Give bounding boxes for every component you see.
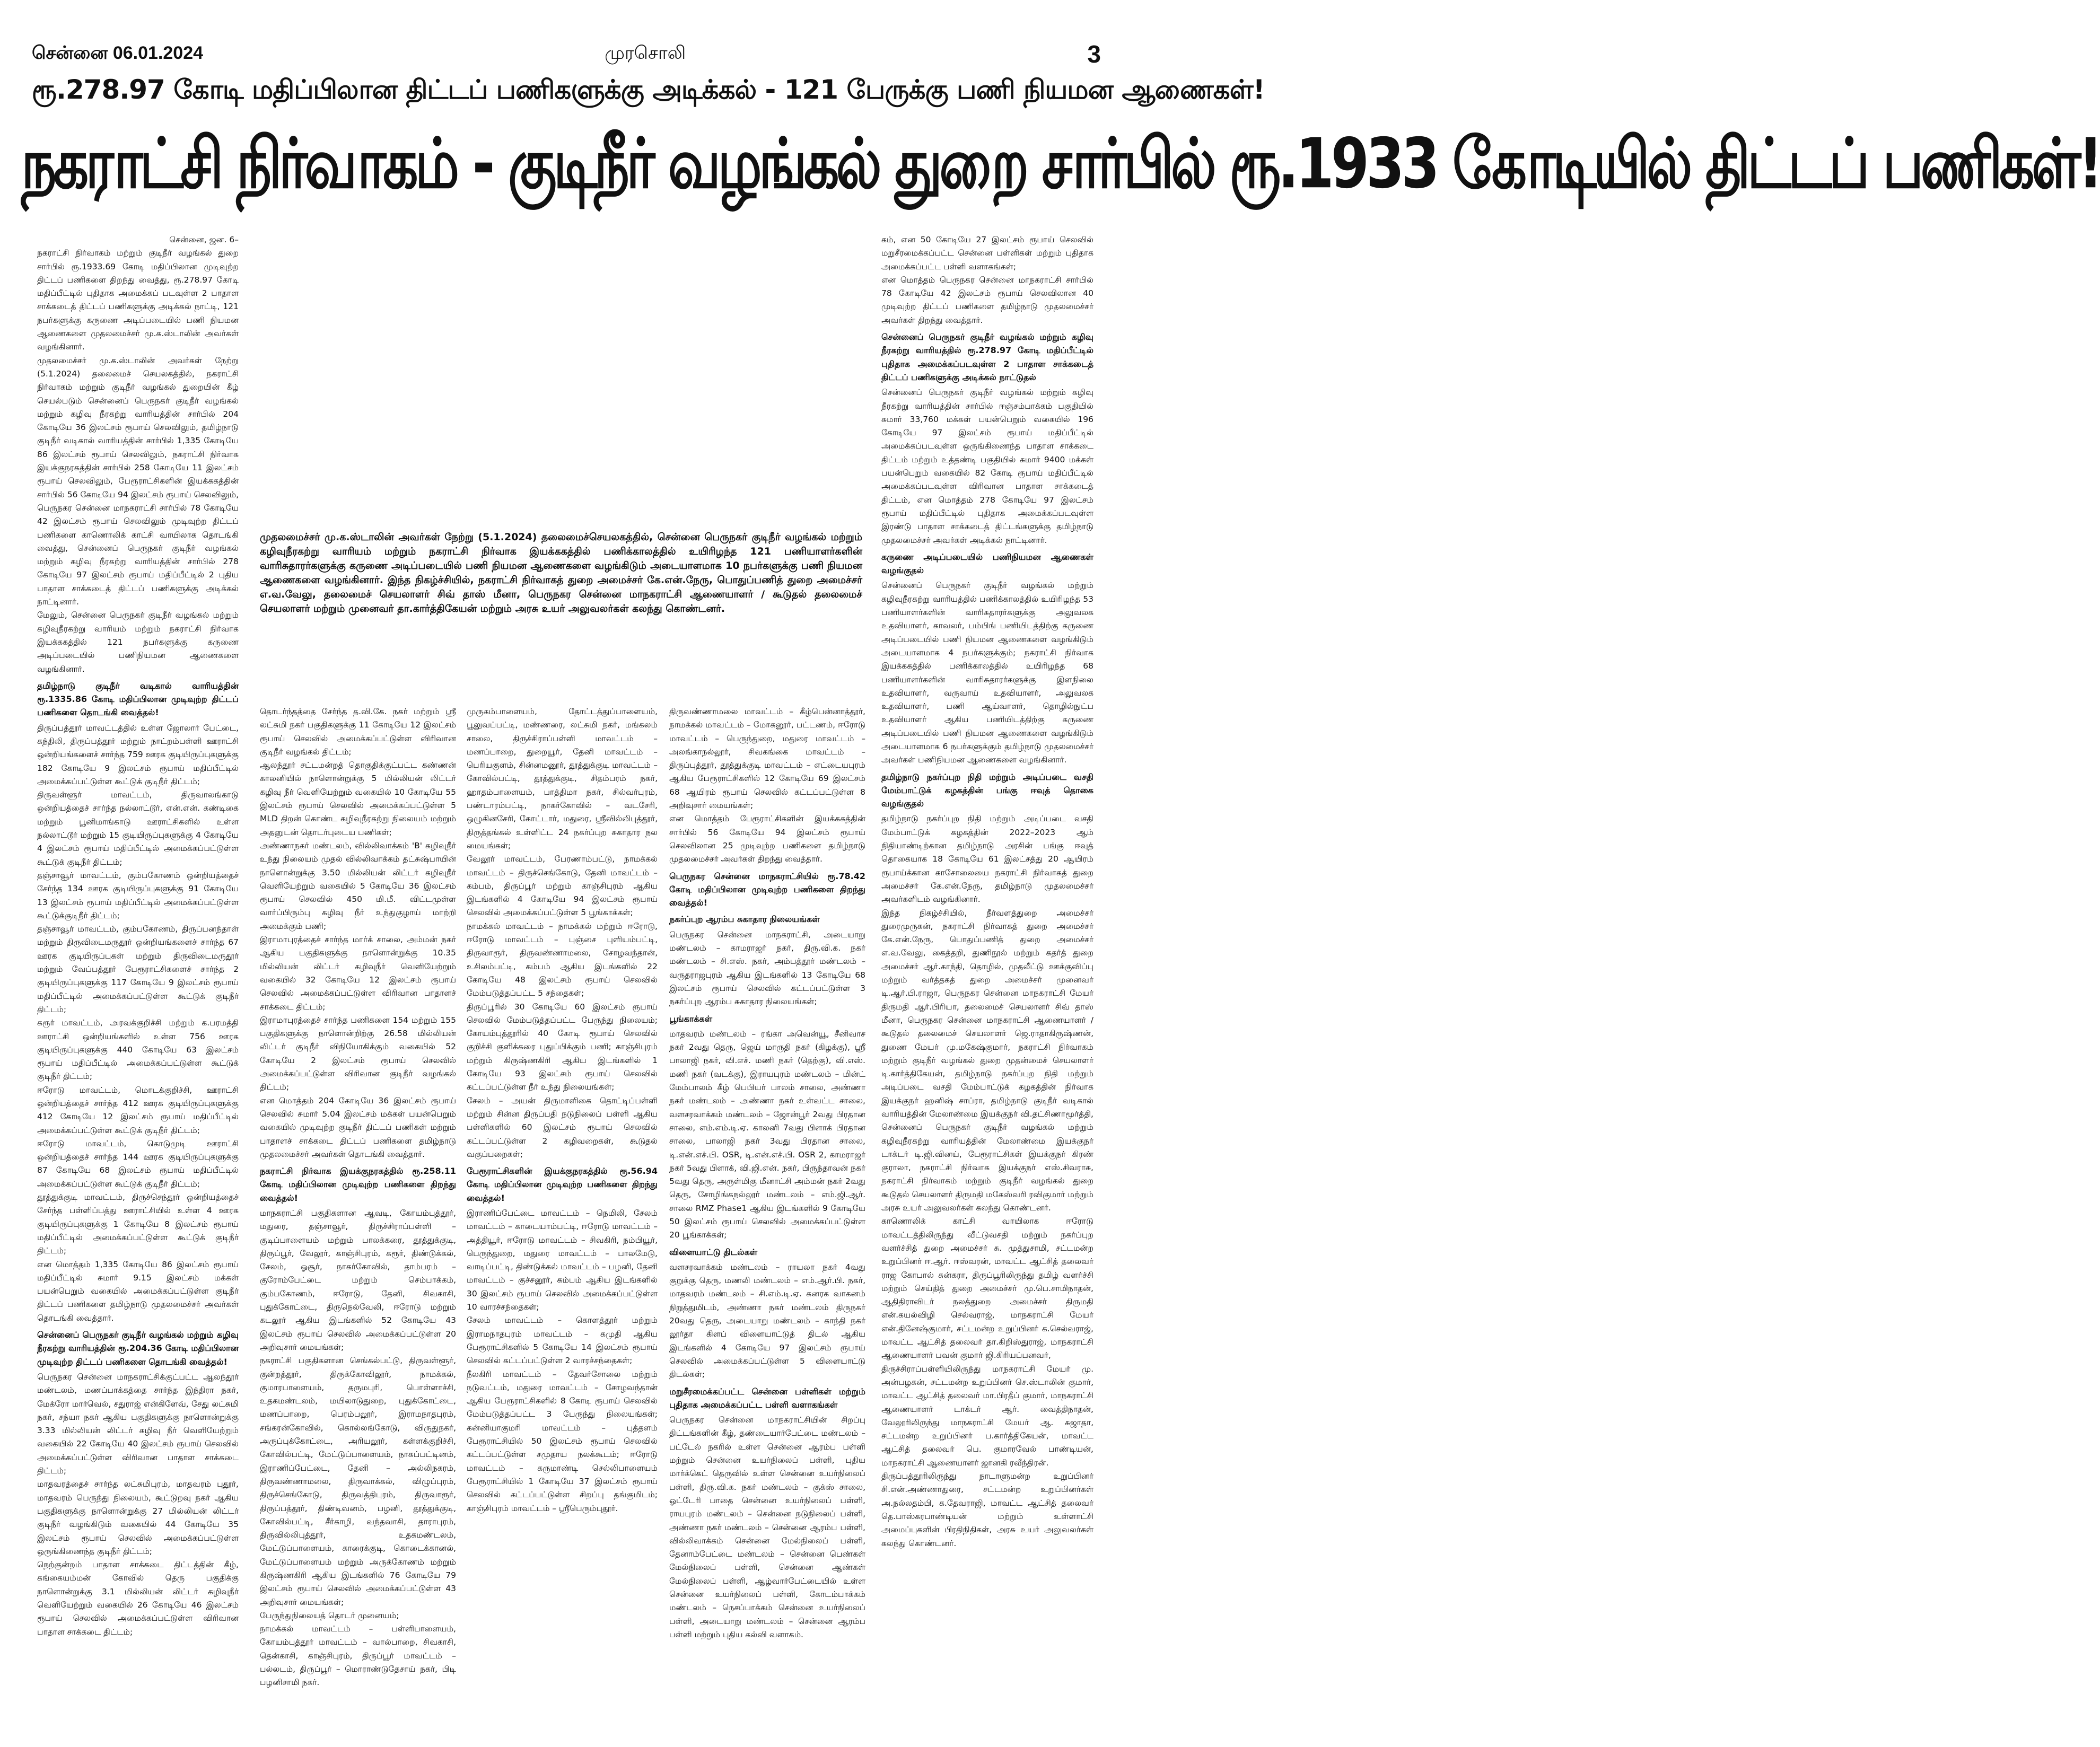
section-heading: சென்னைப் பெருநகர் குடிநீர் வழங்கல் மற்றும் கழிவு நீரகற்று வாரியத்தின் ரூ.204.36 கோடி மதிப்பிலான முடிவுற்ற திட்டப் பணிகளை தொடங்கி வைத்தல்! — [37, 1330, 239, 1367]
paragraph: வேலூர் மாவட்டம், பேரணாம்பட்டு, நாமக்கல் மாவட்டம் – திருச்செங்கோடு, தேனி மாவட்டம் – கம்பம், திருப்பூர் மற்றும் காஞ்சிபுரம் ஆகிய இடங்களில் 4 கோடியே 94 இலட்சம் ரூபாய் செலவில் அமைக்கப்பட்டுள்ள 5 பூங்காக்கள்; — [467, 854, 658, 918]
section-heading: தமிழ்நாடு நகர்ப்புற நிதி மற்றும் அடிப்படை வசதி மேம்பாட்டுக் கழகத்தின் பங்கு ஈவுத் தொகை வழங்குதல் — [881, 771, 1093, 809]
section-heading: சென்னைப் பெருநகர் குடிநீர் வழங்கல் மற்றும் கழிவு நீரகற்று வாரியத்தில் ரூ.278.97 கோடி மதிப்பீட்டில் புதிதாக அமைக்கப்படவுள்ள 2 பாதாள சாக்கடைத் திட்டப் பணிகளுக்கு அடிக்கல் நாட்டுதல் — [881, 332, 1093, 382]
main-headline: நகராட்சி நிர்வாகம் - குடிநீர் வழங்கல் துறை சார்பில் ரூ.1933 கோடியில் திட்டப் பணிகள்! — [21, 123, 2100, 204]
paragraph: நகராட்சி நிர்வாகம் மற்றும் குடிநீர் வழங்கல் துறை சார்பில் ரூ.1933.69 கோடி மதிப்பிலான முடிவுற்ற திட்டப் பணிகளை திறந்து வைத்து, ரூ.278.97 கோடி மதிப்பீட்டில் புதிதாக அமைக்கப் படவுள்ள 2 பாதாள சாக்கடைத் திட்டப் பணிகளுக்கு அடிக்கல் நாட்டி, 121 நபர்களுக்கு கருணை அடிப்படையில் பணி நியமன ஆணைகளை முதலமைச்சர் மு.க.ஸ்டாலின் அவர்கள் வழங்கினார். — [37, 248, 239, 352]
paragraph: ஈரோடு மாவட்டம், மொடக்குறிச்சி, ஊராட்சி ஒன்றியத்தைச் சார்ந்த 412 ஊரக குடியிருப்புகளுக்கு 412 கோடியே 12 இலட்சம் ரூபாய் மதிப்பீட்டில் அமைக்கப்பட்டுள்ள கூட்டுக் குடிநீர் திட்டம்; — [37, 1085, 239, 1135]
paragraph: மாதவரத்தைச் சார்ந்த லட்சுமிபுரம், மாதவரம் புதூர், மாதவரம் பெருந்து நிலையம், கூட்டுறவு நகர் ஆகிய பகுதிகளுக்கு நாளொன்றுக்கு 27 மில்லியன் லிட்டர் குடிநீர் வழங்கிடும் வகையில் 44 கோடியே 35 இலட்சம் ரூபாய் செலவில் அமைக்கப்பட்டுள்ள ஒருங்கிணைந்த குடிநீர் திட்டம்; — [37, 1479, 239, 1556]
paragraph: தொடர்ந்தத்தை சேர்ந்த த.வி.கே. நகர் மற்றும் ஸ்ரீ லட்சுமி நகர் பகுதிகளுக்கு 11 கோடியே 12 இலட்சம் ரூபாய் செலவில் அமைக்கப்பட்டுள்ள விரிவான குடிநீர் வழங்கல் திட்டம்; — [260, 707, 456, 757]
photo-caption: முதலமைச்சர் மு.க.ஸ்டாலின் அவர்கள் நேற்று (5.1.2024) தலைமைச்செயலகத்தில், சென்னை பெருநகர் குடிநீர் வழங்கல் மற்றும் கழிவுநீரகற்று வாரியம் மற்றும் நகராட்சி நிர்வாக இயக்ககத்தில் பணிக்காலத்தில் உயிரிழந்த 121 பணியாளர்களின் வாரிசுதாரர்களுக்கு கருணை அடிப்படையில் பணி நியமன ஆணைகளை வழங்கிடும் அடையாளமாக 10 நபர்களுக்கு பணி நியமன ஆணைகளை வழங்கினார். இந்த நிகழ்ச்சியில், நகராட்சி நிர்வாகத் துறை அமைச்சர் கே.என்.நேரு, பொதுப்பணித் துறை அமைச்சர் எ.வ.வேலு, தலைமைச் செயலாளர் சிவ் தாஸ் மீனா, பெருநகர சென்னை மாநகராட்சி ஆணையாளர் / கூடுதல் தலைமைச் செயலாளர் மற்றும் முனைவர் தா.கார்த்திகேயன் மற்றும் அரசு உயர் அலுவலர்கள் கலந்து கொண்டனர். — [260, 531, 863, 614]
paragraph: திருப்பூரில் 30 கோடியே 60 இலட்சம் ரூபாய் செலவில் மேம்படுத்தப்பட்ட பேருந்து நிலையம்; கோயம்புத்தூரில் 40 கோடி ரூபாய் செலவில் குறிச்சி குளிக்கரை புதுப்பிக்கும் பணி; காஞ்சிபுரம் மற்றும் கிருஷ்ணகிரி ஆகிய இடங்களில் 1 கோடியே 93 இலட்சம் ரூபாய் செலவில் கட்டப்பட்டுள்ள நீர் உந்து நிலையங்கள்; — [467, 1002, 658, 1092]
paragraph: சேலம் மாவட்டம் – கொளத்தூர் மற்றும் இராமநாதபுரம் மாவட்டம் – கமுதி ஆகிய பேரூராட்சிகளில் 5 கோடியே 14 இலட்சம் ரூபாய் செலவில் கட்டப்பட்டுள்ள 2 வாரச்சந்தைகள்; — [467, 1315, 658, 1366]
paragraph: ஈரோடு மாவட்டம், கொடுமுடி ஊராட்சி ஒன்றியத்தைச் சார்ந்த 144 ஊரக குடியிருப்புகளுக்கு 87 கோடியே 68 இலட்சம் ரூபாய் மதிப்பீட்டில் அமைக்கப்பட்டுள்ள கூட்டுக் குடிநீர் திட்டம்; — [37, 1138, 239, 1189]
article-column-1 — [37, 233, 239, 1723]
paragraph: பெருநகர சென்னை மாநகராட்சி, அடையாறு மண்டலம் – காமராஜர் நகர், திரு.வி.க. நகர் மண்டலம் – சி.எஸ். நகர், அம்பத்தூர் மண்டலம் – வருதராஜபுரம் ஆகிய இடங்களில் 13 கோடியே 68 இலட்சம் ரூபாய் செலவில் கட்டப்பட்டுள்ள 3 நகர்ப்புற ஆரம்ப சுகாதார நிலையங்கள்; — [669, 929, 865, 1007]
article-column-2 — [260, 705, 456, 1723]
paragraph: திருவள்ளூர் மாவட்டம், திருவாலங்காடு ஒன்றியத்தைச் சார்ந்த நல்லாட்டூர், என்.என். கண்டிகை மற்றும் பூனிமாங்காடு ஊராட்சிகளில் உள்ள நல்லாட்டூர் மற்றும் 15 குடியிருப்புகளுக்கு 4 கோடியே 4 இலட்சம் ரூபாய் மதிப்பீட்டில் அமைக்கப்பட்டுள்ள கூட்டுக் குடிநீர் திட்டம்; — [37, 790, 239, 867]
paragraph: சேலம் – அயன் திருமாளிகை தொட்டிப்பள்ளி மற்றும் சின்ன திருப்பதி நடுநிலைப் பள்ளி ஆகிய பள்ளிகளில் 60 இலட்சம் ரூபாய் செலவில் கட்டப்பட்டுள்ள 2 கழிவறைகள், கூடுதல் வகுப்பறைகள்; — [467, 1095, 658, 1159]
section-heading: தமிழ்நாடு குடிநீர் வடிகால் வாரியத்தின் ரூ.1335.86 கோடி மதிப்பிலான முடிவுற்ற திட்டப் பணிகளை தொடங்கி வைத்தல்! — [37, 680, 239, 718]
paragraph: நகராட்சி பகுதிகளான செங்கல்பட்டு, திருவள்ளூர், குன்றத்தூர், திருக்கோவிலூர், நாமக்கல், குமாரபாளையம், தருமபுரி, பொள்ளாச்சி, உதகமண்டலம், மயிலாடுதுறை, புதுக்கோட்டை, மணப்பாறை, பெரம்பலூர், இராமநாதபுரம், சங்கரன்கோவில், கொல்லங்கோடு, விருதுநகர், அருப்புக்கோட்டை, அரியலூர், கள்ளக்குறிச்சி, கோவில்பட்டி, மேட்டுப்பாளையம், நாகப்பட்டினம், இராணிப்பேட்டை, தேனி – அல்லிநகரம், திருவண்ணாமலை, திருவாக்கல், விழுப்புரம், திருச்செங்கோடு, திருவத்திபுரம், திருவாரூர், திருப்பத்தூர், திண்டிவனம், பழனி, தூத்துக்குடி, கோவில்பட்டி, சீர்காழி, வந்தவாசி, தாராபுரம், திருவில்லிபுத்தூர், உதகமண்டலம், மேட்டுப்பாளையம், காரைக்குடி, கொடைக்கானல், மேட்டுப்பாளையம் மற்றும் அருக்கோணம் மற்றும் கிருஷ்ணகிரி ஆகிய இடங்களில் 76 கோடியே 79 இலட்சம் ரூபாய் செலவில் அமைக்கப்பட்டுள்ள 43 அறிவுசார் மையங்கள்; — [260, 1356, 456, 1607]
paragraph: என மொத்தம் பெருநகர சென்னை மாநகராட்சி சார்பில் 78 கோடியே 42 இலட்சம் ரூபாய் செலவிலான 40 முடிவுற்ற திட்டப் பணிகளை தமிழ்நாடு முதலமைச்சர் அவர்கள் திறந்து வைத்தார். — [881, 275, 1093, 325]
article-column-3 — [467, 705, 658, 1723]
subheadline: ரூ.278.97 கோடி மதிப்பிலான திட்டப் பணிகளுக்கு அடிக்கல் - 121 பேருக்கு பணி நியமன ஆணைகள்! — [32, 74, 1265, 105]
paragraph: என மொத்தம் 1,335 கோடியே 86 இலட்சம் ரூபாய் மதிப்பீட்டில் சுமார் 9.15 இலட்சம் மக்கள் பயன்பெறும் வகையில் அமைக்கப்பட்டுள்ள குடிநீர் திட்டப் பணிகளை தமிழ்நாடு முதலமைச்சர் அவர்கள் தொடங்கி வைத்தார். — [37, 1259, 239, 1323]
paragraph: பேருந்துநிலையத் தொடர் முனையம்; — [260, 1610, 399, 1620]
sub-heading: பூங்காக்கள் — [669, 1013, 713, 1024]
news-photo — [260, 233, 862, 520]
paragraph: திருச்சிராப்பள்ளியிலிருந்து மாநகராட்சி மேயர் மு. அன்பழகன், சட்டமன்ற உறுப்பினர் செ.ஸ்டாலின் குமார், மாவட்ட ஆட்சித் தலைவர் மா.பிரதீப் குமார், மாநகராட்சி ஆணையாளர் டாக்டர் ஆர். வைத்திநாதன், வேலூரிலிருந்து மாநகராட்சி மேயர் ஆ. சுஜாதா, சட்டமன்ற உறுப்பினர் ப.கார்த்திகேயன், மாவட்ட ஆட்சித் தலைவர் பெ. குமாரவேல் பாண்டியன், மாநகராட்சி ஆணையாளர் ஜானகி ரவீந்திரன். — [881, 1364, 1093, 1468]
paragraph: முருகம்பாளையம், தோட்டத்துப்பாளையம், பூலுவப்பட்டி, மண்ணரை, லட்சுமி நகர், மங்கலம் சாலை, திருச்சிராப்பள்ளி மாவட்டம் – மணப்பாறை, துறையூர், தேனி மாவட்டம் – பெரியகுளம், சின்னமனூர், தூத்துக்குடி மாவட்டம் – கோவில்பட்டி, தூத்துக்குடி, சிதம்பரம் நகர், ஹாதம்பாளையம், பாத்திமா நகர், சில்வர்புரம், பண்டாரம்பட்டி, நாகர்கோவில் – வடசேரி, ஒழுகினசேரி, கோட்டார், மதுரை, ஸ்ரீவில்லிபுத்தூர், திருத்தங்கல் உள்ளிட்ட 24 நகர்ப்புற சுகாதார நல மையங்கள்; — [467, 707, 658, 850]
paragraph: அண்ணாநகர் மண்டலம், வில்லிவாக்கம் 'B' கழிவுநீர் உந்து நிலையம் முதல் வில்லிவாக்கம் தட்சுஷ்பாயின் நாளொன்றுக்கு 3.50 மில்லியன் லிட்டர் கழிவுநீர் வெளியேற்றும் வகையில் 5 கோடியே 36 இலட்சம் ரூபாய் செலவில் 450 மி.மீ. விட்டமுள்ள வார்ப்பிரும்பு கழிவு நீர் உந்துகுழாய் மாற்றி அமைக்கும் பணி; — [260, 840, 456, 931]
paragraph: இராமாபுரத்தைச் சார்ந்த மார்க் சாலை, அம்மன் நகர் ஆகிய பகுதிகளுக்கு நாளொன்றுக்கு 10.35 மில்லியன் லிட்டர் கழிவுநீர் வெளியேற்றும் வகையில் 32 கோடியே 12 இலட்சம் ரூபாய் செலவில் அமைக்கப்பட்டுள்ள விரிவான பாதாளச் சாக்கடை திட்டம்; — [260, 935, 456, 1012]
sub-heading: நகர்ப்புற ஆரம்ப சுகாதார நிலையங்கள் — [669, 914, 820, 925]
paragraph: திருப்பத்தூர் மாவட்டத்தில் உள்ள ஜோலார் பேட்டை, கந்திலி, திருப்பத்தூர் மற்றும் நாட்றம்பள்ளி ஊராட்சி ஒன்றியங்களைச் சார்ந்த 759 ஊரக குடியிருப்புகளுக்கு 182 கோடியே 9 இலட்சம் ரூபாய் மதிப்பீட்டில் அமைக்கப்பட்டுள்ள கூட்டுக் குடிநீர் திட்டம்; — [37, 723, 239, 786]
paragraph: ஆலந்தூர் சட்டமன்றத் தொகுதிக்குட்பட்ட கண்ணன் காலனியில் நாளொன்றுக்கு 5 மில்லியன் லிட்டர் கழிவு நீர் வெளியேற்றும் வகையில் 10 கோடியே 55 இலட்சம் ரூபாய் செலவில் அமைக்கப்பட்டுள்ள 5 MLD திறன் கொண்ட கழிவுநீரகற்று நிலையம் மற்றும் அதனுடன் தொடர்புடைய பணிகள்; — [260, 760, 456, 837]
paragraph: நெற்குன்றம் பாதாள சாக்கடை திட்டத்தின் கீழ், கங்கையம்மன் கோவில் தெரு பகுதிக்கு நாளொன்றுக்கு 3.1 மில்லியன் லிட்டர் கழிவுநீர் வெளியேற்றும் வகையில் 26 கோடியே 46 இலட்சம் ரூபாய் செலவில் அமைக்கப்பட்டுள்ள விரிவான பாதாள சாக்கடை திட்டம்; — [37, 1560, 239, 1637]
paragraph: திருப்பத்தூரிலிருந்து நாடாளுமன்ற உறுப்பினர் சி.என்.அண்ணாதுரை, சட்டமன்ற உறுப்பினர்கள் அ.நல்லதம்பி, க.தேவராஜி, மாவட்ட ஆட்சித் தலைவர் தெ.பாஸ்கரபாண்டியன் மற்றும் உள்ளாட்சி அமைப்புகளின் பிரதிநிதிகள், அரசு உயர் அலுவலர்கள் கலந்து கொண்டனர். — [881, 1471, 1093, 1548]
paragraph: நாமக்கல் மாவட்டம் – நாமக்கல் மற்றும் ஈரோடு, ஈரோடு மாவட்டம் – புஞ்சை புளியம்பட்டி, திருவாரூர், திருவண்ணாமலை, சோழவந்தான், உசிலம்பட்டி, கம்பம் ஆகிய இடங்களில் 22 கோடியே 48 இலட்சம் ரூபாய் செலவில் மேம்படுத்தப்பட்ட 5 சந்தைகள்; — [467, 921, 658, 998]
masthead-paper-name: முரசொலி — [605, 42, 686, 64]
article-column-5 — [881, 233, 1093, 1723]
article-column-4 — [669, 705, 865, 1723]
section-heading: நகராட்சி நிர்வாக இயக்குநரகத்தில் ரூ.258.11 கோடி மதிப்பிலான முடிவுற்ற பணிகளை திறந்து வைத்தல்! — [260, 1166, 456, 1203]
paragraph: கரூர் மாவட்டம், அரவக்குறிச்சி மற்றும் க.பரமத்தி ஊராட்சி ஒன்றியங்களில் உள்ள 756 ஊரக குடியிருப்புகளுக்கு 440 கோடியே 63 இலட்சம் ரூபாய் மதிப்பீட்டில் அமைக்கப்பட்டுள்ள கூட்டுக் குடிநீர் திட்டம்; — [37, 1018, 239, 1082]
paragraph: முதலமைச்சர் மு.க.ஸ்டாலின் அவர்கள் நேற்று (5.1.2024) தலைமைச் செயலகத்தில், நகராட்சி நிர்வாகம் மற்றும் குடிநீர் வழங்கல் துறையின் கீழ் செயல்படும் சென்னைப் பெருநகர் குடிநீர் வழங்கல் மற்றும் கழிவு நீரகற்று வாரியத்தின் சார்பில் 204 கோடியே 36 இலட்சம் ரூபாய் செலவிலும், தமிழ்நாடு குடிநீர் வடிகால் வாரியத்தின் சார்பில் 1,335 கோடியே 86 இலட்சம் ரூபாய் செலவிலும், நகராட்சி நிர்வாக இயக்குநரகத்தின் சார்பில் 258 கோடியே 11 இலட்சம் ரூபாய் செலவிலும், பேரூராட்சிகளின் இயக்ககத்தின் சார்பில் 56 கோடியே 94 இலட்சம் ரூபாய் செலவிலும், பெருநகர சென்னை மாநகராட்சி சார்பில் 78 கோடியே 42 இலட்சம் ரூபாய் செலவிலும் முடிவுற்ற திட்டப் பணிகளை காணொலிக் காட்சி வாயிலாக தொடங்கி வைத்து, சென்னைப் பெருநகர் குடிநீர் வழங்கல் மற்றும் கழிவு நீரகற்று வாரியத்தின் சார்பில் 278 கோடியே 97 இலட்சம் ரூபாய் மதிப்பீட்டில் 2 புதிய பாதாள சாக்கடைத் திட்டப் பணிகளுக்கு அடிக்கல் நாட்டினார். — [37, 355, 239, 607]
paragraph: இராமாபுரத்தைச் சார்ந்த பணிகளை 154 மற்றும் 155 பகுதிகளுக்கு நாளொன்றிற்கு 26.58 மில்லியன் லிட்டர் குடிநீர் விநியோகிக்கும் வகையில் 52 கோடியே 2 இலட்சம் ரூபாய் செலவில் அமைக்கப்பட்டுள்ள விரிவான குடிநீர் வழங்கல் திட்டம்; — [260, 1015, 456, 1092]
paragraph: வளசரவாக்கம் மண்டலம் – ராயலா நகர் 4வது குறுக்கு தெரு, மணலி மண்டலம் – எம்.ஆர்.பி. நகர், மாதவரம் மண்டலம் – சி.எம்.டி.ஏ. கனரக வாகனம் நிறுத்துமிடம், அண்ணா நகர் மண்டலம் திருநகர் 20வது தெரு, அடையாறு மண்டலம் – காந்தி நகர் லூர்தா கிளப் விளையாட்டுத் திடல் ஆகிய இடங்களில் 4 கோடியே 97 இலட்சம் ரூபாய் செலவில் அமைக்கப்பட்டுள்ள 5 விளையாட்டு திடல்கள்; — [669, 1262, 865, 1380]
paragraph: காணொலிக் காட்சி வாயிலாக ஈரோடு மாவட்டத்திலிருந்து வீட்டுவசதி மற்றும் நகர்ப்புற வளர்ச்சித் துறை அமைச்சர் சு. முத்துசாமி, சட்டமன்ற உறுப்பினர் ஈ.ஆர். ஈஸ்வரன், மாவட்ட ஆட்சித் தலைவர் ராஜ கோபால் சுன்கரா, திருப்பூரிலிருந்து தமிழ் வளர்ச்சி மற்றும் செய்தித் துறை அமைச்சர் மு.பெ.சாமிநாதன், ஆதிதிராவிடர் நலத்துறை அமைச்சர் திருமதி என்.கயல்விழி செல்வராஜ், மாநகராட்சி மேயர் என்.தினேஷ்குமார், சட்டமன்ற உறுப்பினர் க.செல்வராஜ், மாவட்ட ஆட்சித் தலைவர் தா.கிறிஸ்துராஜ், மாநகராட்சி ஆணையாளர் பவன் குமார் ஜி.கிரியப்பனவர், — [881, 1216, 1093, 1360]
paragraph: மாநகராட்சி பகுதிகளான ஆவடி, கோயம்புத்தூர், மதுரை, தஞ்சாவூர், திருச்சிராப்பள்ளி – குடிப்பாளையம் மற்றும் பாலக்கரை, தூத்துக்குடி, திருப்பூர், வேலூர், காஞ்சிபுரம், கரூர், திண்டுக்கல், சேலம், ஓசூர், நாகர்கோவில், தாம்பரம் – குரோம்பேட்டை மற்றும் செம்பாக்கம், கும்பகோணம், ஈரோடு, தேனி, சிவகாசி, புதுக்கோட்டை, திருநெல்வேலி, ஈரோடு மற்றும் கடலூர் ஆகிய இடங்களில் 52 கோடியே 43 இலட்சம் ரூபாய் செலவில் அமைக்கப்பட்டுள்ள 20 அறிவுசார் மையங்கள்; — [260, 1208, 456, 1352]
section-heading: கருணை அடிப்படையில் பணிநியமன ஆணைகள் வழங்குதல் — [881, 551, 1093, 576]
paragraph: தஞ்சாவூர் மாவட்டம், கும்பகோணம் ஒன்றியத்தைச் சேர்ந்த 134 ஊரக குடியிருப்புகளுக்கு 91 கோடியே 13 இலட்சம் ரூபாய் மதிப்பீட்டில் அமைக்கப்பட்டுள்ள கூட்டுக்குடிநீர் திட்டம்; — [37, 870, 239, 920]
paragraph: சென்னைப் பெருநகர் குடிநீர் வழங்கல் மற்றும் கழிவுநீரகற்று வாரியத்தில் பணிக்காலத்தில் உயிரிழந்த 53 பணியாளர்களின் வாரிசுதாரர்களுக்கு அலுவலக உதவியாளர், காவலர், பம்பிங் பணியிடத்திற்கு கருணை அடிப்படையில் பணி நியமன ஆணைகளை வழங்கிடும் அடையாளமாக 4 நபர்களுக்கும்; நகராட்சி நிர்வாக இயக்ககத்தில் பணிக்காலத்தில் உயிரிழந்த 68 பணியாளர்களின் வாரிசுதாரர்களுக்கு இளநிலை உதவியாளர், வருவாய் உதவியாளர், அலுவலக உதவியாளர், பணி ஆய்வாளர், தொழில்நுட்ப உதவியாளர் ஆகிய பணியிடத்திற்கு கருணை அடிப்படையில் பணி நியமன ஆணைகளை வழங்கிடும் அடையாளமாக 6 நபர்களுக்கும் தமிழ்நாடு முதலமைச்சர் அவர்கள் பணிநியமன ஆணைகளை வழங்கினார். — [881, 581, 1093, 765]
paragraph: பெருநகர சென்னை மாநகராட்சியின் சிறப்பு திட்டங்களின் கீழ், தண்டையார்பேட்டை மண்டலம் – பட்டேல் நகரில் உள்ள சென்னை ஆரம்ப பள்ளி மற்றும் சென்னை உயர்நிலைப் பள்ளி, புதிய மார்க்கெட் தெருவில் உள்ள சென்னை உயர்நிலைப் பள்ளி, திரு.வி.க. நகர் மண்டலம் – குக்ஸ் சாலை, ஓட்டேரி பாதை சென்னை உயர்நிலைப் பள்ளி, ராயபுரம் மண்டலம் – சென்னை நடுநிலைப் பள்ளி, அண்ணா நகர் மண்டலம் – சென்னை ஆரம்ப பள்ளி, வில்லிவாக்கம் சென்னை மேல்நிலைப் பள்ளி, தேனாம்பேட்டை மண்டலம் – சென்னை பெண்கள் மேல்நிலைப் பள்ளி, சென்னை ஆண்கள் மேல்நிலைப் பள்ளி, ஆழ்வார்பேட்டையில் உள்ள சென்னை உயர்நிலைப் பள்ளி, கோடம்பாக்கம் மண்டலம் – நெசப்பாக்கம் சென்னை உயர்நிலைப் பள்ளி, அடையாறு மண்டலம் – சென்னை ஆரம்ப பள்ளி மற்றும் புதிய கல்வி வளாகம். — [669, 1415, 865, 1639]
paragraph: நீலகிரி மாவட்டம் – தேவர்சோலை மற்றும் நடுவட்டம், மதுரை மாவட்டம் – சோழவந்தான் ஆகிய பேரூராட்சிகளில் 8 கோடி ரூபாய் செலவில் மேம்படுத்தப்பட்ட 3 பேருந்து நிலையங்கள்; கன்னியாகுமரி மாவட்டம் – புத்தளம் பேரூராட்சியில் 50 இலட்சம் ரூபாய் செலவில் கட்டப்பட்டுள்ள சமுதாய நலக்கூடம்; ஈரோடு மாவட்டம் – கருமாண்டி செல்லிபாளையம் பேரூராட்சியில் 1 கோடியே 37 இலட்சம் ரூபாய் செலவில் கட்டப்பட்டுள்ள சிறப்பு தங்குமிடம்; காஞ்சிபுரம் மாவட்டம் – ஸ்ரீபெரும்புதூர். — [467, 1369, 658, 1513]
paragraph: மேலும், சென்னை பெருநகர் குடிநீர் வழங்கல் மற்றும் கழிவுநீரகற்று வாரியம் மற்றும் நகராட்சி நிர்வாக இயக்ககத்தில் 121 நபர்களுக்கு கருணை அடிப்படையில் பணிநியமன ஆணைகளை வழங்கினார். — [37, 610, 239, 674]
masthead — [32, 38, 1101, 70]
paragraph: சென்னைப் பெருநகர் குடிநீர் வழங்கல் மற்றும் கழிவு நீரகற்று வாரியத்தின் சார்பில் ஈஞ்சம்பாக்கம் பகுதியில் சுமார் 33,760 மக்கள் பயன்பெறும் வகையில் 196 கோடியே 97 இலட்சம் ரூபாய் மதிப்பீட்டில் அமைக்கப்படவுள்ள ஒருங்கிணைந்த பாதாள சாக்கடை திட்டம் மற்றும் உத்தண்டி பகுதியில் சுமார் 9400 மக்கள் பயன்பெறும் வகையில் 82 கோடி ரூபாய் மதிப்பீட்டில் அமைக்கப்படவுள்ள விரிவான பாதாள சாக்கடைத் திட்டம், என மொத்தம் 278 கோடியே 97 இலட்சம் ரூபாய் மதிப்பீட்டில் புதிதாக அமைக்கப்படவுள்ள இரண்டு பாதாள சாக்கடைத் திட்டங்களுக்கு தமிழ்நாடு முதலமைச்சர் அவர்கள் அடிக்கல் நாட்டினார். — [881, 388, 1093, 545]
paragraph: தமிழ்நாடு நகர்ப்புற நிதி மற்றும் அடிப்படை வசதி மேம்பாட்டுக் கழகத்தின் 2022–2023 ஆம் நிதியாண்டிற்கான தமிழ்நாடு அரசின் பங்கு ஈவுத் தொகையாக 18 கோடியே 61 இலட்சத்து 20 ஆயிரம் ரூபாய்க்கான காசோலையை நகராட்சி நிர்வாகத் துறை அமைச்சர் கே.என்.நேரு, தமிழ்நாடு முதலமைச்சர் அவர்களிடம் வழங்கினார். — [881, 814, 1093, 905]
masthead-city-date: சென்னை 06.01.2024 — [32, 42, 204, 63]
section-heading: மறுசீரமைக்கப்பட்ட சென்னை பள்ளிகள் மற்றும் புதிதாக அமைக்கப்பட்ட பள்ளி வளாகங்கள் — [669, 1386, 865, 1410]
paragraph: மாதவரம் மண்டலம் – ரங்கா அவென்யூ, சீனிவாச நகர் 2வது தெரு, ஜெய் மாருதி நகர் (கிழக்கு), ஸ்ரீ பாலாஜி நகர், வி.எச். மணி நகர் (தெற்கு), வி.எஸ். மணி நகர் (வடக்கு), இராயபுரம் மண்டலம் – மின்ட் மேம்பாலம் கீழ் பெபியர் பாலம் சாலை, அண்ணா நகர் மண்டலம் – அண்ணா நகர் உள்வட்ட சாலை, வளசரவாக்கம் மண்டலம் – ஜோன்பூர் 2வது பிரதான சாலை, எம்.எம்.டி.ஏ. காலனி 7வது பிளாக் பிரதான சாலை, பாலாஜி நகர் 3வது பிரதான சாலை, டி.என்.எச்.பி. OSR, டி.என்.எச்.பி. OSR 2, காமராஜர் நகர் 5வது பிளாக், வி.ஜி.என். நகர், பிருந்தாவன் நகர் 5வது தெரு, அருள்மிகு மீனாட்சி அம்மன் நகர் 2வது தெரு, சோழிங்கநல்லூர் மண்டலம் – எம்.ஜி.ஆர். சாலை RMZ Phase1 ஆகிய இடங்களில் 9 கோடியே 50 இலட்சம் ரூபாய் செலவில் அமைக்கப்பட்டுள்ள 20 பூங்காக்கள்; — [669, 1029, 865, 1240]
paragraph: நாமக்கல் மாவட்டம் – பள்ளிபாளையம், கோயம்புத்தூர் மாவட்டம் – வால்பாறை, சிவகாசி, தென்காசி, காஞ்சிபுரம், திருப்பூர் மாவட்டம் – பல்லடம், திருப்பூர் – மொராண்டுதேசாய் நகர், பிடி பழனிசாமி நகர். — [260, 1624, 456, 1688]
sub-heading: விளையாட்டு திடல்கள் — [669, 1246, 758, 1257]
paragraph: என மொத்தம் 204 கோடியே 36 இலட்சம் ரூபாய் செலவில் சுமார் 5.04 இலட்சம் மக்கள் பயன்பெறும் வகையில் முடிவுற்ற குடிநீர் திட்டப் பணிகள் மற்றும் பாதாளச் சாக்கடை திட்டப் பணிகளை தமிழ்நாடு முதலமைச்சர் அவர்கள் தொடங்கி வைத்தார். — [260, 1095, 456, 1159]
paragraph: என மொத்தம் பேரூராட்சிகளின் இயக்ககத்தின் சார்பில் 56 கோடியே 94 இலட்சம் ரூபாய் செலவிலான 25 முடிவுற்ற பணிகளை தமிழ்நாடு முதலமைச்சர் அவர்கள் திறந்து வைத்தார். — [669, 814, 865, 864]
paragraph: இராணிப்பேட்டை மாவட்டம் – நெமிலி, சேலம் மாவட்டம் – காடையாம்பட்டி, ஈரோடு மாவட்டம் – அத்தியூர், ஈரோடு மாவட்டம் – சிவகிரி, நம்பியூர், பெருந்துறை, மதுரை மாவட்டம் – பாலமேடு, வாடிப்பட்டி, திண்டுக்கல் மாவட்டம் – பழனி, தேனி மாவட்டம் – குச்சனூர், கம்பம் ஆகிய இடங்களில் 30 இலட்சம் ரூபாய் செலவில் அமைக்கப்பட்டுள்ள 10 வாரச்சந்தைகள்; — [467, 1208, 658, 1312]
paragraph: இந்த நிகழ்ச்சியில், நீர்வளத்துறை அமைச்சர் துரைமுருகன், நகராட்சி நிர்வாகத் துறை அமைச்சர் கே.என்.நேரு, பொதுப்பணித் துறை அமைச்சர் எ.வ.வேலு, கைத்தறி, துணிநூல் மற்றும் கதர்த் துறை அமைச்சர் ஆர்.காந்தி, தொழில், முதலீட்டு ஊக்குவிப்பு மற்றும் வர்த்தகத் துறை அமைச்சர் முனைவர் டி.ஆர்.பி.ராஜா, பெருநகர சென்னை மாநகராட்சி மேயர் திருமதி ஆர்.பிரியா, தலைமைச் செயலாளர் சிவ் தாஸ் மீனா, பெருநகர சென்னை மாநகராட்சி ஆணையாளர் / கூடுதல் தலைமைச் செயலாளர் ஜெ.ராதாகிருஷ்ணன், துணை மேயர் மு.மகேஷ்குமார், நகராட்சி நிர்வாகம் மற்றும் குடிநீர் வழங்கல் துறை முதன்மைச் செயலாளர் டி.கார்த்திகேயன், தமிழ்நாடு நகர்ப்புற நிதி மற்றும் அடிப்படை வசதி மேம்பாட்டுக் கழகத்தின் நிர்வாக இயக்குநர் ஹனிஷ் சாப்ரா, தமிழ்நாடு குடிநீர் வடிகால் வாரியத்தின் மேலாண்மை இயக்குநர் வி.தட்சிணாமூர்த்தி, சென்னைப் பெருநகர் குடிநீர் வழங்கல் மற்றும் கழிவுநீரகற்று வாரியத்தின் மேலாண்மை இயக்குநர் டாக்டர் டி.ஜி.வினய், பேரூராட்சிகள் இயக்குநர் கிரண் குராலா, நகராட்சி நிர்வாக இயக்குநர் எஸ்.சிவராசு, நகராட்சி நிர்வாகம் மற்றும் குடிநீர் வழங்கல் துறை கூடுதல் செயலாளர் திருமதி மகேஸ்வரி ரவிகுமார் மற்றும் அரசு உயர் அலுவலர்கள் கலந்து கொண்டனர். — [881, 908, 1093, 1213]
paragraph: பெருநகர சென்னை மாநகராட்சிக்குட்பட்ட ஆலந்தூர் மண்டலம், மணப்பாக்கத்தை சார்ந்த இந்திரா நகர், மேக்ரோ மார்வெல், சதுராஜ் என்கிளேவ், சேது லட்சுமி நகர், சந்யா நகர் ஆகிய பகுதிகளுக்கு நாளொன்றுக்கு 3.33 மில்லியன் லிட்டர் கழிவு நீர் வெளியேற்றும் வகையில் 22 கோடியே 40 இலட்சம் ரூபாய் செலவில் அமைக்கப்பட்டுள்ள விரிவான பாதாள சாக்கடை திட்டம்; — [37, 1372, 239, 1476]
paragraph: தூத்துக்குடி மாவட்டம், திருச்செந்தூர் ஒன்றியத்தைச் சேர்ந்த பள்ளிப்பத்து ஊராட்சியில் உள்ள 4 ஊரக குடியிருப்புகளுக்கு 1 கோடியே 8 இலட்சம் ரூபாய் மதிப்பீட்டில் அமைக்கப்பட்டுள்ள கூட்டுக் குடிநீர் திட்டம்; — [37, 1192, 239, 1256]
paragraph: கம், என 50 கோடியே 27 இலட்சம் ரூபாய் செலவில் மறுசீரமைக்கப்பட்ட சென்னை பள்ளிகள் மற்றும் புதிதாக அமைக்கப்பட்ட பள்ளி வளாகங்கள்; — [881, 235, 1093, 271]
dateline: சென்னை, ஜன. 6– — [169, 235, 239, 244]
paragraph: திருவண்ணாமலை மாவட்டம் – கீழ்பென்னாத்தூர், நாமக்கல் மாவட்டம் – மோகனூர், பட்டணம், ஈரோடு மாவட்டம் – பெருந்துறை, மதுரை மாவட்டம் – அலங்காநல்லூர், சிவகங்கை மாவட்டம் – திருப்புத்தூர், தூத்துக்குடி மாவட்டம் – எட்டையபுரம் ஆகிய பேரூராட்சிகளில் 12 கோடியே 69 இலட்சம் 68 ஆயிரம் ரூபாய் செலவில் கட்டப்பட்டுள்ள 8 அறிவுசார் மையங்கள்; — [669, 707, 865, 811]
section-heading: பெருநகர சென்னை மாநகராட்சியில் ரூ.78.42 கோடி மதிப்பிலான முடிவுற்ற பணிகளை திறந்து வைத்தல்! — [669, 871, 865, 908]
section-heading: பேரூராட்சிகளின் இயக்குநரகத்தில் ரூ.56.94 கோடி மதிப்பிலான முடிவுற்ற பணிகளை திறந்து வைத்தல்! — [467, 1166, 658, 1203]
paragraph: தஞ்சாவூர் மாவட்டம், கும்பகோணம், திருப்பனந்தாள் மற்றும் திருவிடைமருதூர் ஒன்றியங்களைச் சார்ந்த 67 ஊரக குடியிருப்புகள் மற்றும் திருவிடைமருதூர் மற்றும் வேப்பத்தூர் பேரூராட்சிகளைச் சார்ந்த 2 குடியிருப்புகளுக்கு 117 கோடியே 9 இலட்சம் ரூபாய் மதிப்பீட்டில் அமைக்கப்பட்டுள்ள கூட்டுக் குடிநீர் திட்டம்; — [37, 924, 239, 1014]
page-number: 3 — [1087, 40, 1101, 68]
